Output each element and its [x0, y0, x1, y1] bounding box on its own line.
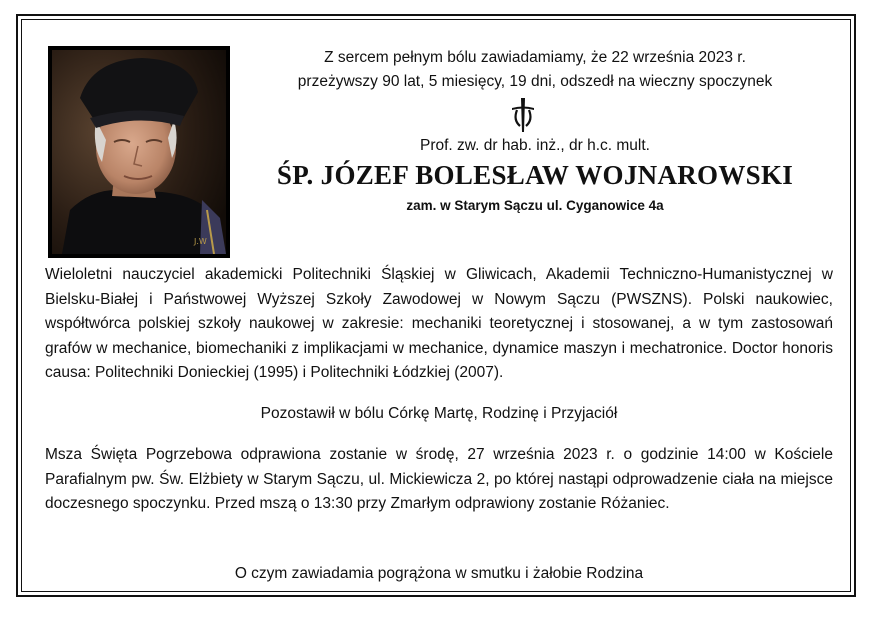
- cross-icon: [508, 96, 538, 136]
- academic-titles: Prof. zw. dr hab. inż., dr h.c. mult.: [419, 137, 650, 154]
- intro-line-1: Z sercem pełnym bólu zawiadamiamy, że 22 września 2023 r.: [324, 49, 746, 66]
- survivors-line: Pozostawił w bólu Córkę Martę, Rodzinę i Przyjaciół: [260, 405, 618, 422]
- funeral-mass-paragraph: Msza Święta Pogrzebowa odprawiona zostanie w środę, 27 września 2023 r. o godzinie 14:00 w Kościele Parafialnym pw. Św. Elżbiety w Starym Sączu, ul. Mickiewicza 2, po której nastąpi odprowadzenie ciała na miejsce doczesnego spoczynku. Przed mszą o 13:30 przy Zmarłym odprawiony zostanie Różaniec.: [45, 446, 833, 512]
- portrait-photo: [48, 46, 230, 258]
- closing-line: O czym zawiadamia pogrążona w smutku i żałobie Rodzina: [234, 565, 644, 582]
- address: zam. w Starym Sączu ul. Cyganowice 4a: [406, 198, 664, 213]
- svg-text:J.W: J.W: [194, 237, 207, 246]
- deceased-name: ŚP. JÓZEF BOLESŁAW WOJNAROWSKI: [276, 160, 794, 190]
- biography-paragraph: Wieloletni nauczyciel akademicki Politechniki Śląskiej w Gliwicach, Akademii Techniczno-Humanistycznej w Bielsku-Białej i Państwowej Wyższej Szkoły Zawodowej w Nowym Sączu (PWSZNS). Polski naukowiec, współtwórca polskiej szkoły naukowej w zakresie: mechaniki teoretycznej i stosowanej, a w tym zastosowań grafów w mechanice, biomechaniki z implikacjami w mechanice, dynamice maszyn i mechatronice. Doctor honoris causa: Politechniki Donieckiej (1995) i Politechniki Łódzkiej (2007).: [45, 266, 833, 381]
- portrait-image: [52, 50, 226, 254]
- intro-line-2: przeżywszy 90 lat, 5 miesięcy, 19 dni, odszedł na wieczny spoczynek: [297, 73, 773, 90]
